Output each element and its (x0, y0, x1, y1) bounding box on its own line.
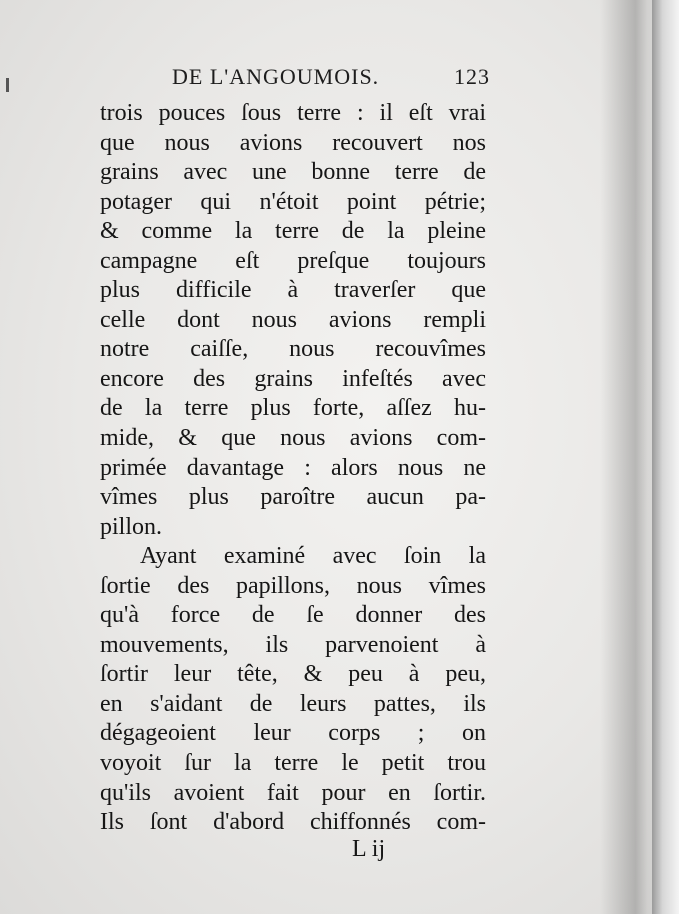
text-line: & comme la terre de la pleine (100, 218, 486, 245)
text-line: mide, & que nous avions com- (100, 425, 486, 452)
text-line: vîmes plus paroître aucun pa- (100, 484, 486, 511)
text-line: de la terre plus forte, aſſez hu- (100, 395, 486, 422)
text-line: ſortie des papillons, nous vîmes (100, 572, 486, 599)
margin-mark (6, 78, 9, 92)
text-line: campagne eſt preſque toujours (100, 247, 486, 274)
running-head (160, 62, 490, 92)
page-edge (652, 0, 679, 914)
text-line: que nous avions recouvert nos (100, 129, 486, 156)
text-line: mouvements, ils parvenoient à (100, 631, 486, 658)
text-line: en s'aidant de leurs pattes, ils (100, 690, 486, 717)
text-line: dégageoient leur corps ; on (100, 720, 486, 747)
page-number: 123 (454, 64, 490, 89)
text-line: plus difficile à traverſer que (100, 277, 486, 304)
text-line-paragraph-end: pillon. (100, 513, 163, 540)
text-line: encore des grains infeſtés avec (100, 365, 486, 392)
text-line: qu'à force de ſe donner des (100, 602, 486, 629)
text-line: ſortir leur tête, & peu à peu, (100, 661, 486, 688)
text-line: notre caiſſe, nous recouvîmes (100, 336, 486, 363)
running-head-title: DE L'ANGOUMOIS. (172, 64, 380, 89)
body-text (100, 99, 486, 838)
text-line-paragraph-start: Ayant examiné avec ſoin la (140, 543, 486, 570)
text-line: qu'ils avoient fait pour en ſortir. (100, 779, 486, 806)
text-line: grains avec une bonne terre de (100, 159, 486, 186)
text-line: Ils ſont d'abord chiffonnés com- (100, 809, 486, 836)
signature-mark: L ij (352, 836, 386, 862)
text-line: trois pouces ſous terre : il eſt vrai (100, 100, 486, 126)
text-line: potager qui n'étoit point pétrie; (100, 188, 486, 215)
text-line: voyoit ſur la terre le petit trou (100, 750, 486, 777)
text-line: primée davantage : alors nous ne (100, 454, 486, 481)
text-line: celle dont nous avions rempli (100, 306, 486, 333)
